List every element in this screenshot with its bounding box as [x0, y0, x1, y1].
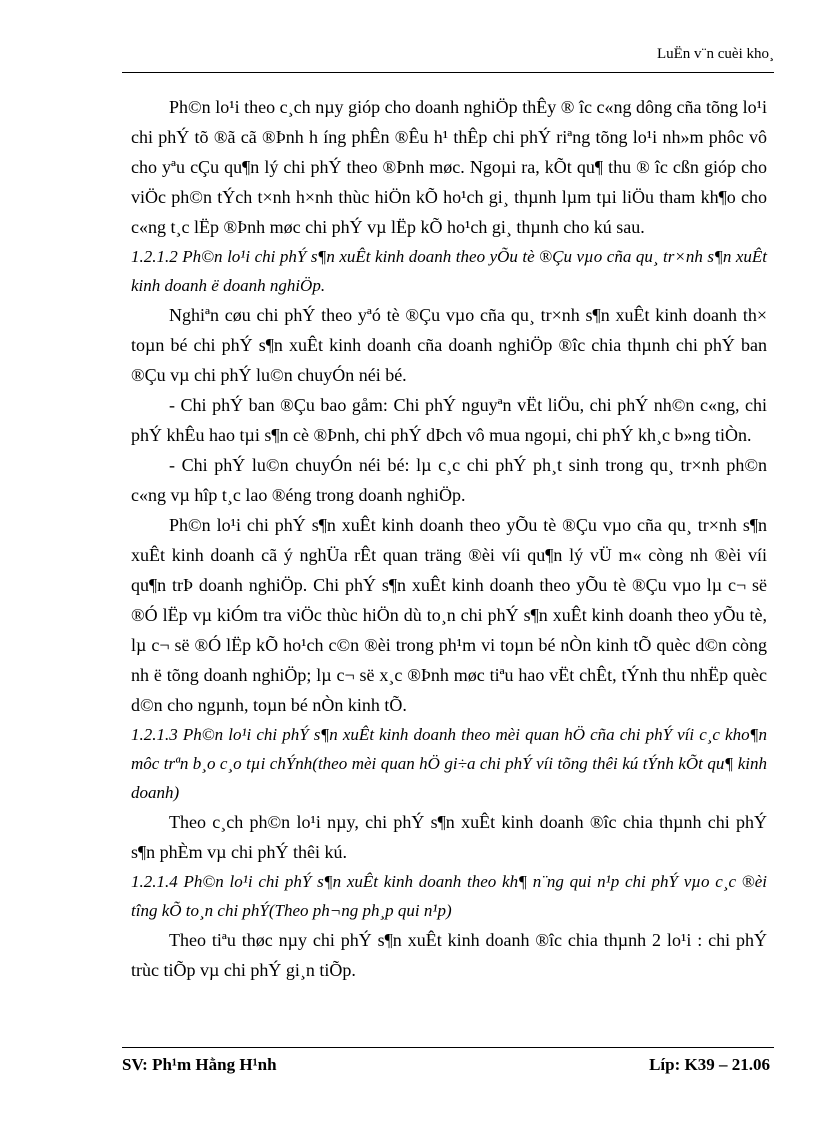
body-paragraph: Theo tiªu thøc nµy chi phÝ s¶n xuÊt kinh doanh ®îc chia thµnh 2 lo¹i : chi phÝ trùc tiÕp vµ chi phÝ gi¸n tiÕp. [131, 930, 767, 980]
body-paragraph: Nghiªn cøu chi phÝ theo yªó tè ®Çu vµo cña qu¸ tr×nh s¶n xuÊt kinh doanh th× toµn bé chi phÝ s¶n xuÊt kinh doanh cña doanh nghiÖp ®îc chia thµnh chi phÝ ban ®Çu vµ chi phÝ lu©n chuyÓn néi bé. [131, 305, 767, 385]
footer-student: SV: Ph¹m Hằng H¹nh [122, 1055, 277, 1074]
body-paragraph: - Chi phÝ lu©n chuyÓn néi bé: lµ c¸c chi phÝ ph¸t sinh trong qu¸ tr×nh ph©n c«ng vµ hîp t¸c lao ®éng trong doanh nghiÖp. [131, 455, 767, 505]
body-paragraph: - Chi phÝ ban ®Çu bao gåm: Chi phÝ nguyªn vËt liÖu, chi phÝ nh©n c«ng, chi phÝ khÊu hao tµi s¶n cè ®Þnh, chi phÝ dÞch vô mua ngoµi, chi phÝ kh¸c b»ng tiÒn. [131, 395, 767, 445]
section-heading: 1.2.1.2 Ph©n lo¹i chi phÝ s¶n xuÊt kinh doanh theo yÕu tè ®Çu vµo cña qu¸ tr×nh s¶n xuÊt kinh doanh ë doanh nghiÖp. [131, 247, 767, 295]
header-title: LuËn v¨n cuèi kho¸ [656, 46, 774, 62]
header-divider [122, 72, 774, 73]
body-paragraph: Ph©n lo¹i chi phÝ s¶n xuÊt kinh doanh theo yÕu tè ®Çu vµo cña qu¸ tr×nh s¶n xuÊt kinh doanh cã ý nghÜa rÊt quan träng ®èi víi qu¶n lý vÜ m« còng nh ®èi víi qu¶n trÞ doanh nghiÖp. Chi phÝ s¶n xuÊt kinh doanh theo yÕu tè ®Çu vµo lµ c¬ së ®Ó lËp vµ kiÓm tra viÖc thùc hiÖn dù to¸n chi phÝ s¶n xuÊt kinh doanh theo yÕu tè, lµ c¬ së ®Ó lËp kÕ ho¹ch c©n ®èi trong ph¹m vi toµn bé nÒn kinh tÕ quèc d©n còng nh ë tõng doanh nghiÖp; lµ c¬ së x¸c ®Þnh møc tiªu hao vËt chÊt, tÝnh thu nhËp quèc d©n cho ngµnh, toµn bé nÒn kinh tÕ. [131, 515, 767, 715]
document-body [131, 92, 767, 985]
section-heading: 1.2.1.4 Ph©n lo¹i chi phÝ s¶n xuÊt kinh doanh theo kh¶ n¨ng qui n¹p chi phÝ vµo c¸c ®èi tîng kÕ to¸n chi phÝ(Theo ph¬ng ph¸p qui n¹p) [131, 872, 767, 920]
body-paragraph: Ph©n lo¹i theo c¸ch nµy gióp cho doanh nghiÖp thÊy ® îc c«ng dông cña tõng lo¹i chi phÝ tõ ®ã cã ®Þnh h íng phÊn ®Êu h¹ thÊp chi phÝ riªng tõng lo¹i nh»m phôc vô cho yªu cÇu qu¶n lý chi phÝ theo ®Þnh møc. Ngoµi ra, kÕt qu¶ thu ® îc cßn gióp cho viÖc ph©n tÝch t×nh h×nh thùc hiÖn kÕ ho¹ch gi¸ thµnh lµm tµi liÖu tham kh¶o cho c«ng t¸c lËp ®Þnh møc chi phÝ vµ lËp kÕ ho¹ch gi¸ thµnh cho kú sau. [131, 97, 767, 237]
body-paragraph: Theo c¸ch ph©n lo¹i nµy, chi phÝ s¶n xuÊt kinh doanh ®îc chia thµnh chi phÝ s¶n phÈm vµ chi phÝ thêi kú. [131, 812, 767, 862]
section-heading: 1.2.1.3 Ph©n lo¹i chi phÝ s¶n xuÊt kinh doanh theo mèi quan hÖ cña chi phÝ víi c¸c kho¶n môc trªn b¸o c¸o tµi chÝnh(theo mèi quan hÖ gi÷a chi phÝ víi tõng thêi kú tÝnh kÕt qu¶ kinh doanh) [131, 725, 767, 802]
footer-class: Líp: K39 – 21.06 [649, 1055, 770, 1074]
footer-divider [122, 1047, 774, 1048]
